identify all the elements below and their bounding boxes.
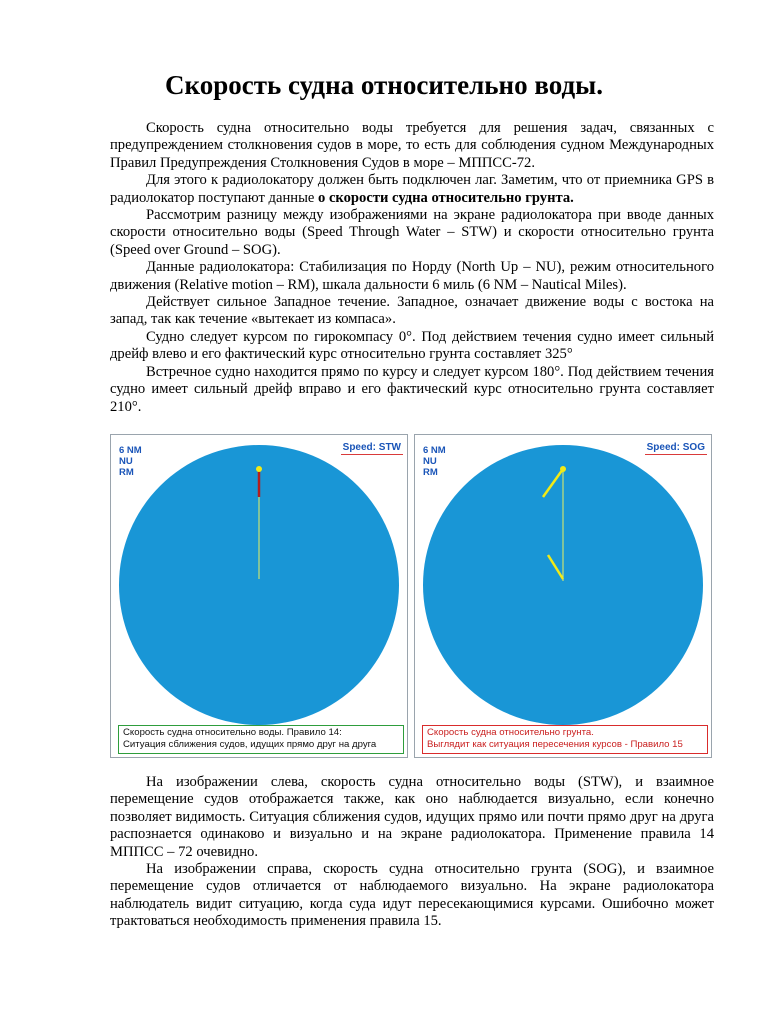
paragraph: Действует сильное Западное течение. Западное, означает движение воды с востока на запад, так как течение «вытекает из компаса». [110, 294, 714, 328]
paragraph [110, 172, 714, 207]
stabilization-mode: NU [119, 456, 133, 467]
caption-line: Скорость судна относительно грунта. [427, 727, 594, 738]
motion-mode: RM [423, 467, 438, 478]
caption-stw [118, 725, 404, 754]
paragraph: На изображении справа, скорость судна относительно грунта (SOG), и взаимное перемещение судов отличается от наблюдаемого визуально. На экране радиолокатора наблюдатель видит ситуацию, когда суда идут пересекающимися курсами. Ошибочно может трактоваться необходимость применения правила 15. [110, 861, 714, 930]
intro-text [110, 120, 714, 416]
radar-mode-info [423, 445, 446, 478]
range-scale: 6 NM [423, 445, 446, 456]
radar-figure [110, 434, 712, 758]
caption-line: Скорость судна относительно воды. Правило 14: [123, 727, 342, 738]
caption-sog [422, 725, 708, 754]
paragraph: Данные радиолокатора: Стабилизация по Норду (North Up – NU), режим относительного движения (Relative motion – RM), шкала дальности 6 миль (6 NM – Nautical Miles). [110, 259, 714, 293]
radar-mode-info [119, 445, 142, 478]
own-ship-marker [256, 466, 262, 472]
paragraph: Рассмотрим разницу между изображениями на экране радиолокатора при вводе данных скорости относительно воды (Speed Through Water – STW) и скорости относительно грунта (Speed over Ground – SOG). [110, 207, 714, 258]
caption-line: Выглядит как ситуация пересечения курсов - Правило 15 [427, 739, 683, 750]
range-scale: 6 NM [119, 445, 142, 456]
paragraph-text: Для этого к радиолокатору должен быть подключен лаг. Заметим, что от приемника GPS в радиолокатор поступают данные [110, 172, 714, 206]
paragraph: Скорость судна относительно воды требуется для решения задач, связанных с предупреждением столкновения судов в море, то есть для соблюдения судном Международных Правил Предупреждения Столкновения Судов в море – МППСС-72. [110, 120, 714, 171]
radar-screen-sog [415, 435, 711, 757]
speed-mode-label: Speed: SOG [646, 442, 705, 453]
own-ship-marker [560, 466, 566, 472]
stabilization-mode: NU [423, 456, 437, 467]
paragraph: Судно следует курсом по гирокомпасу 0°. Под действием течения судно имеет сильный дрейф влево и его фактический курс относительно грунта составляет 325° [110, 328, 714, 363]
radar-panel-sog [414, 434, 712, 758]
paragraph: Встречное судно находится прямо по курсу и следует курсом 180°. Под действием течения судно имеет сильный дрейф вправо и его фактический курс относительно грунта составляет 210°. [110, 363, 714, 415]
speed-mode-label: Speed: STW [342, 442, 401, 453]
paragraph: На изображении слева, скорость судна относительно воды (STW), и взаимное перемещение судов отображается также, как оно наблюдается визуально, если конечно позволяет видимость. Ситуация сближения судов, идущих прямо или почти прямо друг на друга распознается одинаково и визуально и на экране радиолокатора. Применение правила 14 МППСС – 72 очевидно. [110, 774, 714, 860]
outro-text [110, 774, 714, 931]
caption-line: Ситуация сближения судов, идущих прямо друг на друга [123, 739, 377, 750]
bold-phrase: о скорости судна относительно грунта. [318, 189, 574, 206]
page-title: Скорость судна относительно воды. [165, 70, 603, 100]
radar-screen-stw [111, 435, 407, 757]
motion-mode: RM [119, 467, 134, 478]
radar-panel-stw [110, 434, 408, 758]
